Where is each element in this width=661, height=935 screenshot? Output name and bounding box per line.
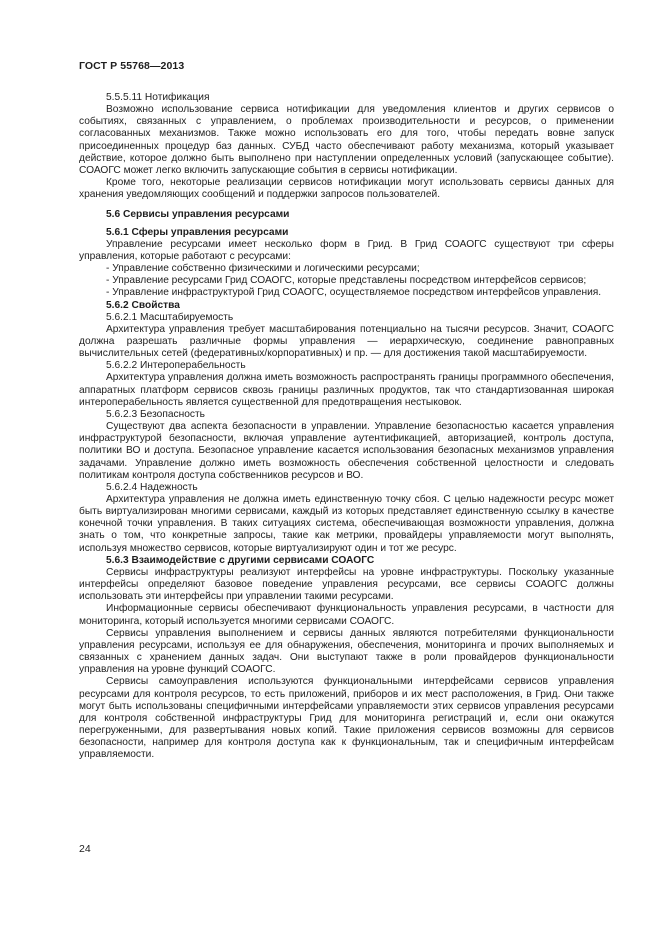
document-body xyxy=(79,92,614,761)
paragraph: Существуют два аспекта безопасности в управлении. Управление безопасностью касается управления инфраструктурой безопасности, включая управление аутентификацией, авторизацией, контроль доступа, политики ВО и доступа. Безопасное управление касается использования безопасных механизмов управления задачами. Управление должно иметь возможность обеспечения собственной целостности и следовать политикам контроля доступа собственников ресурсов и ВО. xyxy=(79,421,614,481)
list-item: - Управление ресурсами Грид СОАОГС, которые представлены посредством интерфейсов сервисов; xyxy=(106,275,587,287)
list-item: - Управление собственно физическими и логическими ресурсами; xyxy=(106,263,420,275)
list-item: - Управление инфраструктурой Грид СОАОГС, осуществляемое посредством интерфейсов управления. xyxy=(106,287,602,299)
paragraph: Управление ресурсами имеет несколько форм в Грид. В Грид СОАОГС существуют три сферы управления, которые работают с ресурсами: xyxy=(79,238,614,262)
paragraph: Информационные сервисы обеспечивают функциональность управления ресурсами, в частности для мониторинга, который используется многими сервисами СОАОГС. xyxy=(79,603,614,627)
paragraph: Архитектура управления не должна иметь единственную точку сбоя. С целью надежности ресурс может быть виртуализирован многими сервисами, каждый из которых представляет единственную ссылку в качестве конечной точки управления. В таких ситуациях система, обеспечивающая возможности управления, должна знать о том, что конкретные запросы, такие как метрики, провайдеры управляемости могут выполнять, используя множество сервисов, которые виртуализируют один и тот же ресурс. xyxy=(79,494,614,554)
section-heading-5-6-2-2: 5.6.2.2 Интероперабельность xyxy=(106,360,246,372)
page-number: 24 xyxy=(79,843,91,855)
paragraph: Сервисы инфраструктуры реализуют интерфейсы на уровне инфраструктуры. Поскольку указанные интерфейсы определяют базовое поведение управления ресурсами, все сервисы СОАОГС должны использовать эти интерфейсы при управлении такими ресурсами. xyxy=(79,566,614,603)
paragraph: Возможно использование сервиса нотификации для уведомления клиентов и других сервисов о событиях, связанных с управлением, о проблемах производительности и ресурсов, о применении согласованных механизмов. Также можно использовать его для того, чтобы передать вовне запуск присоединенных процедур баз данных. СУБД часто обеспечивают работу механизма, который указывает действие, которое должно быть выполнено при наступлении определенных условий (запускающее событие). СОАОГС может легко включить запускающие события в сервисы нотификации. xyxy=(79,104,614,176)
section-heading-5-6-3: 5.6.3 Взаимодействие с другими сервисами СОАОГС xyxy=(106,554,375,566)
section-heading-5-6: 5.6 Сервисы управления ресурсами xyxy=(106,209,290,221)
paragraph: Кроме того, некоторые реализации сервисов нотификации могут использовать сервисы данных для хранения уведомляющих сообщений и поддержки запросов пользователей. xyxy=(79,177,614,201)
document-header: ГОСТ Р 55768—2013 xyxy=(79,60,185,72)
section-heading-5-5-5-11: 5.5.5.11 Нотификация xyxy=(106,92,210,103)
section-heading-5-6-2-4: 5.6.2.4 Надежность xyxy=(106,481,198,493)
paragraph: Архитектура управления требует масштабирования потенциально на тысячи ресурсов. Значит, СОАОГС должна разрешать различные формы управления — иерархическую, соединение равноправных вычислительных сетей (федеративных/корпоративных) и пр. — для достижения такой масштабируемости. xyxy=(79,323,614,360)
paragraph: Сервисы самоуправления используются функциональными интерфейсами сервисов управления ресурсами для контроля ресурсов, то есть приложений, приборов и их мест расположения, в Грид. Они также могут быть использованы специфичными интерфейсами управляемости этих сервисов управления ресурсами для контроля собственной инфраструктуры Грид для мониторинга регистраций и, если они окажутся перегруженными, для развертывания новых копий. Такие приложения сервисов возможны для сервисов безопасности, например для контроля доступа как к функциональным, так и специфичным интерфейсам управляемости. xyxy=(79,676,614,761)
section-heading-5-6-2: 5.6.2 Свойства xyxy=(106,299,180,311)
paragraph: Сервисы управления выполнением и сервисы данных являются потребителями функциональности управления ресурсами, используя ее для обнаружения, обеспечения, мониторинга и прочих выполняемых и связанных с хранением данных задач. Они выступают также в роли провайдеров функциональности управления на уровне функций СОАОГС. xyxy=(79,627,614,676)
paragraph: Архитектура управления должна иметь возможность распространять границы программного обеспечения, аппаратных платформ сервисов сквозь границы различных продуктов, так что стандартизованная широкая интероперабельность является существенной для предотвращения нестыковок. xyxy=(79,372,614,408)
section-heading-5-6-2-1: 5.6.2.1 Масштабируемость xyxy=(106,311,234,323)
section-heading-5-6-2-3: 5.6.2.3 Безопасность xyxy=(106,408,205,420)
section-heading-5-6-1: 5.6.1 Сферы управления ресурсами xyxy=(106,226,289,238)
